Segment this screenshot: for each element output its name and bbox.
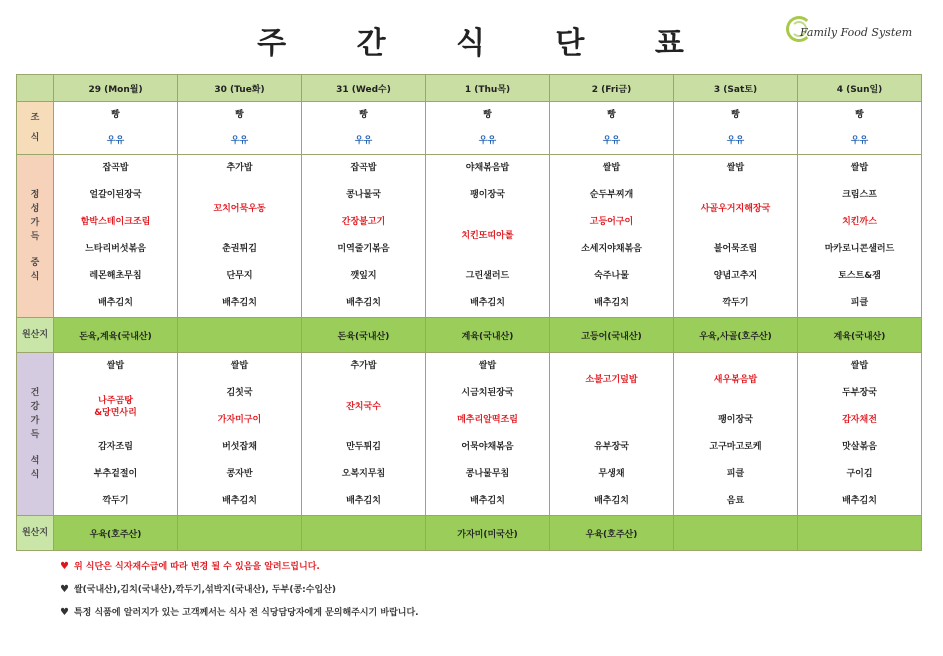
breakfast-cell: 빵 우유	[54, 102, 178, 155]
origin-cell: 돈육(국내산)	[302, 318, 426, 353]
heart-icon: ♥	[60, 561, 69, 572]
dinner-cell: 소불고기덮밥 유부장국 무생채 배추김치	[550, 353, 674, 516]
dinner-label: 건 강 가 득 석 식	[17, 353, 54, 516]
lunch-label: 정 성 가 득 중 식	[17, 155, 54, 318]
day-header: 1 (Thu목)	[426, 75, 550, 102]
page-title: 주 간 식 단 표	[257, 26, 714, 61]
dinner-origin-row	[17, 516, 922, 551]
day-header: 30 (Tue화)	[178, 75, 302, 102]
day-header: 4 (Sun일)	[798, 75, 922, 102]
lunch-cell: 잡곡밥 얼갈이된장국 함박스테이크조림 느타리버섯볶음 레몬해초무침 배추김치	[54, 155, 178, 318]
day-header: 29 (Mon월)	[54, 75, 178, 102]
header-corner	[17, 75, 54, 102]
dinner-cell: 쌀밥 김칫국 가자미구이 버섯잡채 콩자반 배추김치	[178, 353, 302, 516]
weekly-menu-table	[16, 74, 922, 551]
origin-label: 원산지	[17, 516, 54, 551]
lunch-cell: 야채볶음밥 팽이장국 치킨또띠아롤 그린샐러드 배추김치	[426, 155, 550, 318]
origin-cell: 가자미(미국산)	[426, 516, 550, 551]
breakfast-row	[17, 102, 922, 155]
dinner-special: 나주곰탕 &당면사리	[94, 396, 137, 418]
origin-cell: 계육(국내산)	[426, 318, 550, 353]
breakfast-cell: 빵 우유	[302, 102, 426, 155]
lunch-origin-row	[17, 318, 922, 353]
dinner-cell: 추가밥 잔치국수 만두튀김 오복지무침 배추김치	[302, 353, 426, 516]
heart-icon: ♥	[60, 584, 69, 595]
origin-cell: 돈육,계육(국내산)	[54, 318, 178, 353]
dinner-cell: 새우볶음밥 팽이장국 고구마고로케 피클 음료	[674, 353, 798, 516]
lunch-cell: 쌀밥 순두부찌개 고등어구이 소세지야채볶음 숙주나물 배추김치	[550, 155, 674, 318]
origin-label: 원산지	[17, 318, 54, 353]
breakfast-cell: 빵 우유	[426, 102, 550, 155]
day-header: 31 (Wed수)	[302, 75, 426, 102]
lunch-cell: 쌀밥 사골우거지해장국 불어묵조림 양념고추지 깍두기	[674, 155, 798, 318]
notes	[60, 560, 419, 629]
breakfast-cell: 빵 우유	[798, 102, 922, 155]
origin-cell	[178, 516, 302, 551]
origin-cell: 계육(국내산)	[798, 318, 922, 353]
dinner-row	[17, 353, 922, 516]
lunch-row	[17, 155, 922, 318]
day-header: 3 (Sat토)	[674, 75, 798, 102]
origin-cell: 고등어(국내산)	[550, 318, 674, 353]
note-line: ♥ 위 식단은 식자재수급에 따라 변경 될 수 있음을 알려드립니다.	[60, 561, 320, 572]
origin-cell	[798, 516, 922, 551]
family-food-system-logo	[786, 16, 926, 56]
day-header: 2 (Fri금)	[550, 75, 674, 102]
breakfast-cell: 빵 우유	[674, 102, 798, 155]
dinner-cell: 쌀밥 나주곰탕 &당면사리 감자조림 부추겉절이 깍두기	[54, 353, 178, 516]
origin-cell	[178, 318, 302, 353]
lunch-cell: 잡곡밥 콩나물국 간장불고기 미역줄기볶음 깻잎지 배추김치	[302, 155, 426, 318]
note-line: ♥ 쌀(국내산),김치(국내산),깍두기,섞박지(국내산), 두부(콩:수입산)	[60, 584, 336, 595]
origin-cell	[674, 516, 798, 551]
origin-cell: 우육(호주산)	[550, 516, 674, 551]
breakfast-cell: 빵 우유	[550, 102, 674, 155]
origin-cell: 우육,사골(호주산)	[674, 318, 798, 353]
breakfast-label: 조 식	[17, 102, 54, 155]
dinner-cell: 쌀밥 시금치된장국 메추리알떡조림 어묵야채볶음 콩나물무침 배추김치	[426, 353, 550, 516]
note-line: ♥ 특정 식품에 알러지가 있는 고객께서는 식사 전 식당담당자에게 문의해주시기 바랍니다.	[60, 607, 419, 618]
heart-icon: ♥	[60, 607, 69, 618]
day-header-row	[17, 75, 922, 102]
origin-cell	[302, 516, 426, 551]
lunch-cell: 추가밥 꼬치어묵우동 춘권튀김 단무지 배추김치	[178, 155, 302, 318]
lunch-cell: 쌀밥 크림스프 치킨까스 마카로니콘샐러드 토스트&잼 피클	[798, 155, 922, 318]
origin-cell: 우육(호주산)	[54, 516, 178, 551]
breakfast-cell: 빵 우유	[178, 102, 302, 155]
logo-text: Family Food System	[800, 26, 913, 39]
dinner-cell: 쌀밥 두부장국 감자채전 맛살볶음 구이김 배추김치	[798, 353, 922, 516]
